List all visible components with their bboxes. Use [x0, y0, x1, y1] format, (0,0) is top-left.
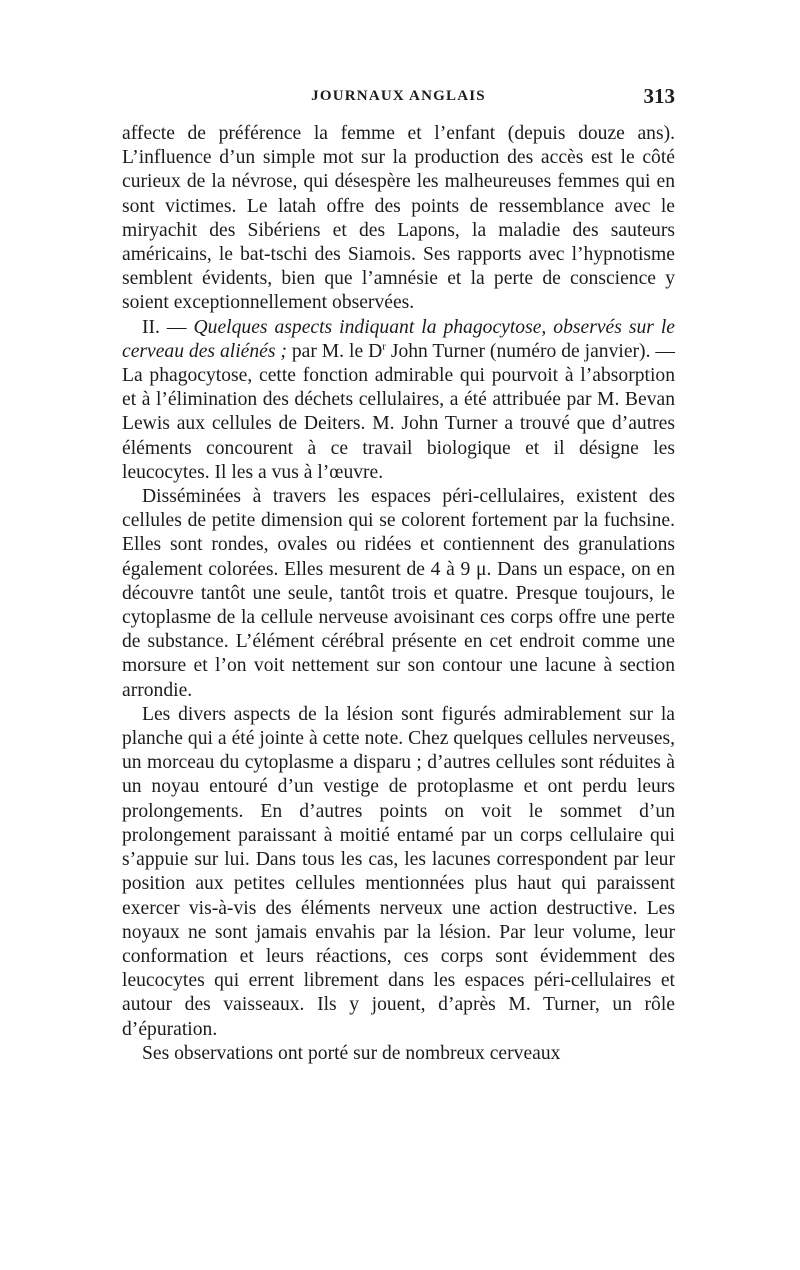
- section-text-rest: John Turner (numéro de janvier). — La phagocytose, cette fonction admirable qui pourvoit à l’absorption et à l’élimination des déchets cellulaires, a été attribuée par M. Bevan Lewis aux cellules de Deiters. M. John Turner a trouvé que d’autres éléments concourent à ce travail biologique et il désigne les leucocytes. Il les a vus à l’œuvre.: [122, 340, 675, 483]
- doctor-abbrev-sup: r: [382, 340, 386, 353]
- running-title: JOURNAUX ANGLAIS: [311, 88, 486, 104]
- paragraph-observations: Ses observations ont porté sur de nombreux cerveaux: [142, 1042, 561, 1064]
- page-number: 313: [643, 84, 675, 108]
- paragraph-continued: affecte de préférence la femme et l’enfant (depuis douze ans). L’influence d’un simple mot sur la production des accès est le côté curieux de la névrose, qui désespère les malheureuses femmes qui en sont victimes. Le latah offre des points de ressemblance avec le miryachit des Sibériens et des Lapons, la maladie des sauteurs américains, le bat-tschi des Siamois. Ses rapports avec l’hypnotisme semblent évidents, bien que l’amnésie et la perte de conscience y soient exceptionnellement observées.: [122, 123, 675, 314]
- running-header: [122, 84, 675, 114]
- paragraph-section-ii: [122, 316, 675, 485]
- section-number: II. —: [142, 316, 187, 338]
- book-page: [122, 84, 675, 1066]
- paragraph-lesions: Les divers aspects de la lésion sont figurés admirablement sur la planche qui a été jointe à cette note. Chez quelques cellules nerveuses, un morceau du cytoplasme a disparu ; d’autres cellules sont réduites à un noyau entouré d’un vestige de protoplasme et ont perdu leurs prolongements. En d’autres points on voit le sommet d’un prolongement paraissant à moitié entamé par un corps cellulaire qui s’appuie sur lui. Dans tous les cas, les lacunes correspondent par leur position aux petites cellules mentionnées plus haut qui paraissent exercer vis-à-vis des éléments nerveux une action destructive. Les noyaux ne sont jamais envahis par la lésion. Par leur volume, leur conformation et leurs réactions, ces corps sont évidemment des leucocytes qui errent librement dans les espaces péri-cellulaires et autour des vaisseaux. Ils y jouent, d’après M. Turner, un rôle d’épuration.: [122, 703, 675, 1040]
- section-text-start: par M. le D: [291, 340, 383, 362]
- paragraph-cells: Disséminées à travers les espaces péri-cellulaires, existent des cellules de petite dimension qui se colorent fortement par la fuchsine. Elles sont rondes, ovales ou ridées et contiennent des granulations également colorées. Elles mesurent de 4 à 9 μ. Dans un espace, on en découvre tantôt une seule, tantôt trois et quatre. Presque toujours, le cytoplasme de la cellule nerveuse avoisinant ces corps offre une perte de substance. L’élément cérébral présente en cet endroit comme une morsure et l’on voit nettement sur son contour une lacune à section arrondie.: [122, 486, 675, 701]
- body-text: [122, 122, 675, 1066]
- section-title: Quelques aspects indiquant la phagocytose, observés sur le cerveau des aliénés ;: [122, 316, 675, 362]
